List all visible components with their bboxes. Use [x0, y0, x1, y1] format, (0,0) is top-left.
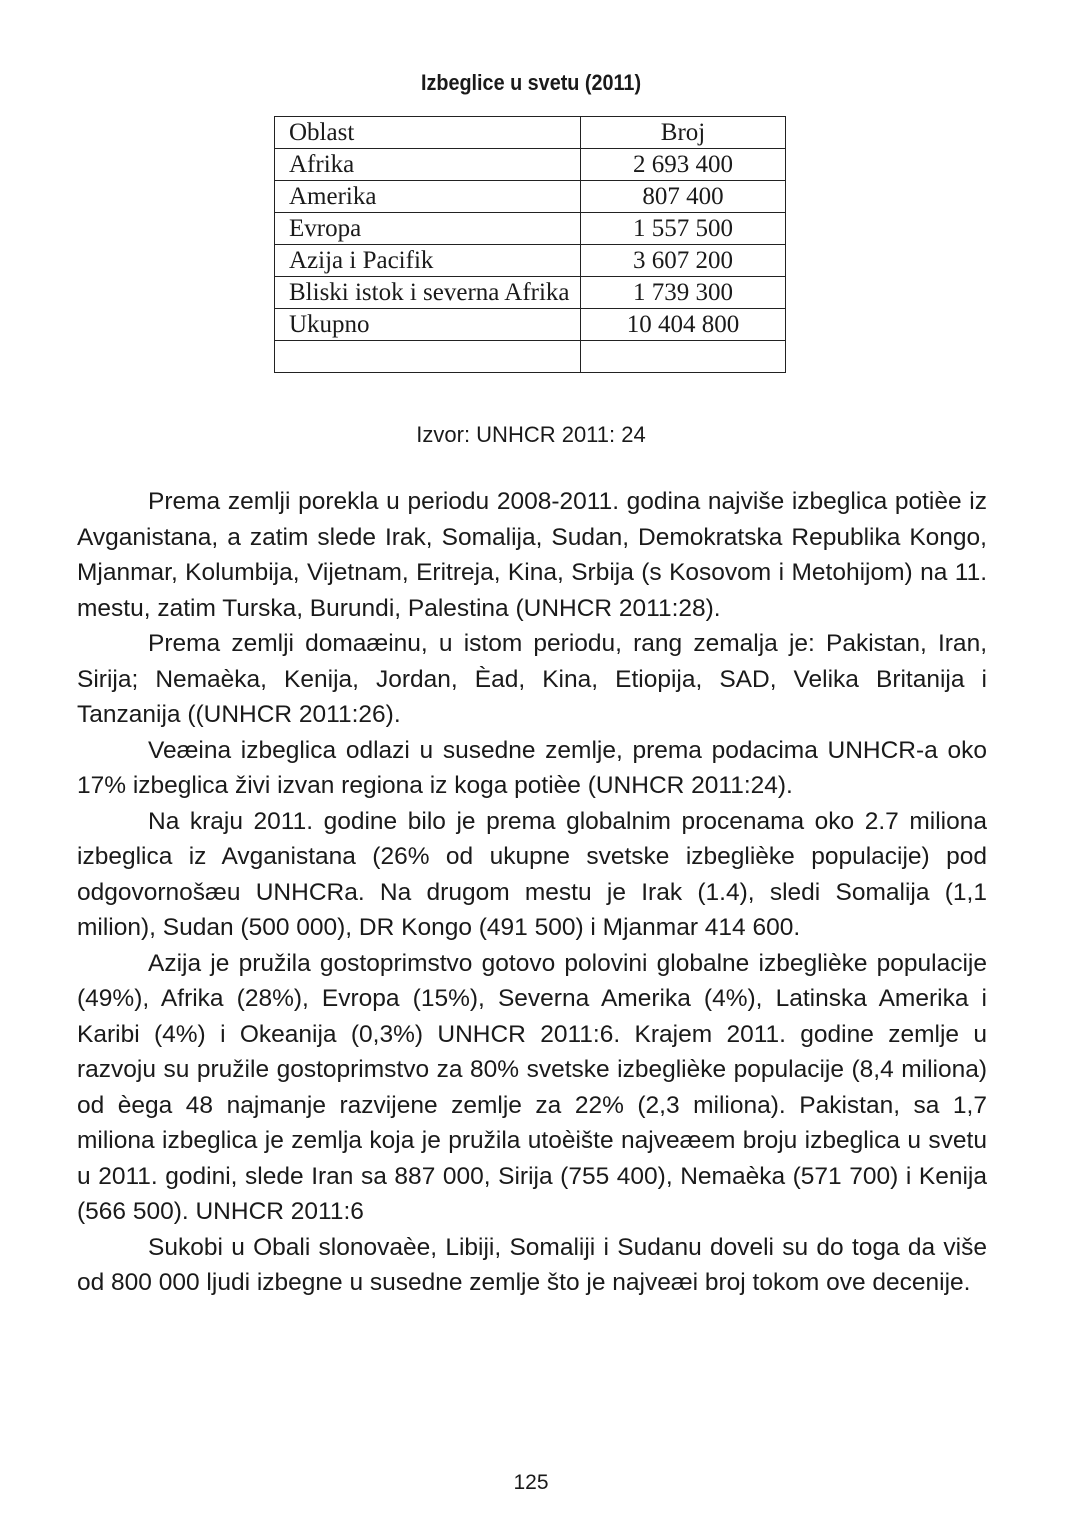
table-header-row: [275, 117, 786, 149]
cell-count: 2 693 400: [581, 149, 786, 181]
table-source: Izvor: UNHCR 2011: 24: [416, 422, 646, 447]
cell-count: 807 400: [581, 181, 786, 213]
cell-region: Evropa: [275, 213, 581, 245]
refugees-table: [274, 116, 786, 373]
paragraph: Prema zemlji domaæinu, u istom periodu, rang zemalja je: Pakistan, Iran, Sirija; Nemaèka, Kenija, Jordan, Èad, Kina, Etiopija, SAD, Velika Britanija i Tanzanija ((UNHCR 2011:26).: [77, 630, 987, 728]
table-row: [275, 213, 786, 245]
table-row: [275, 149, 786, 181]
paragraph: Na kraju 2011. godine bilo je prema globalnim procenama oko 2.7 miliona izbeglica iz Avganistana (26% od ukupne svetske izbeglièke populacije) pod odgovornošæu UNHCRa. Na drugom mestu je Irak (1.4), sledi Somalija (1,1 milion), Sudan (500 000), DR Kongo (491 500) i Mjanmar 414 600.: [77, 807, 987, 941]
header-count: Broj: [581, 117, 786, 149]
page-number: 125: [513, 1471, 549, 1494]
cell-count: 3 607 200: [581, 245, 786, 277]
table-row: [275, 181, 786, 213]
cell-region: Bliski istok i severna Afrika: [275, 277, 581, 309]
header-region: Oblast: [275, 117, 581, 149]
cell-count: 1 557 500: [581, 213, 786, 245]
table-total-row: [275, 309, 786, 341]
cell-count: 10 404 800: [581, 309, 786, 341]
paragraph: Sukobi u Obali slonovaèe, Libiji, Somaliji i Sudanu doveli su do toga da više od 800 000 ljudi izbegne u susedne zemlje što je najveæi broj tokom ove decenije.: [77, 1233, 987, 1296]
table-row: [275, 245, 786, 277]
cell-region: Ukupno: [275, 309, 581, 341]
cell-region: Amerika: [275, 181, 581, 213]
cell-region: Azija i Pacifik: [275, 245, 581, 277]
body-text: [77, 484, 987, 1301]
paragraph: Veæina izbeglica odlazi u susedne zemlje, prema podacima UNHCR-a oko 17% izbeglica živi izvan regiona iz koga potièe (UNHCR 2011:24).: [77, 736, 987, 799]
table-row: [275, 277, 786, 309]
table-empty-row: [275, 341, 786, 373]
paragraph: Prema zemlji porekla u periodu 2008-2011. godina najviše izbeglica potièe iz Avganistana, a zatim slede Irak, Somalija, Sudan, Demokratska Republika Kongo, Mjanmar, Kolumbija, Vijetnam, Eritreja, Kina, Srbija (s Kosovom i Metohijom) na 11. mestu, zatim Turska, Burundi, Palestina (UNHCR 2011:28).: [77, 488, 987, 622]
cell-region: Afrika: [275, 149, 581, 181]
table-title: Izbeglice u svetu (2011): [420, 70, 642, 95]
cell-region: [275, 341, 581, 373]
cell-count: [581, 341, 786, 373]
paragraph: Azija je pružila gostoprimstvo gotovo polovini globalne izbeglièke populacije (49%), Afrika (28%), Evropa (15%), Severna Amerika (4%), Latinska Amerika i Karibi (4%) i Okeanija (0,3%) UNHCR 2011:6. Krajem 2011. godine zemlje u razvoju su pružile gostoprimstvo za 80% svetske izbeglièke populacije (8,4 miliona) od èega 48 najmanje razvijene zemlje za 22% (2,3 miliona). Pakistan, sa 1,7 miliona izbeglica je zemlja koja je pružila utoèište najveæem broju izbeglica u svetu u 2011. godini, slede Iran sa 887 000, Sirija (755 400), Nemaèka (571 700) i Kenija (566 500). UNHCR 2011:6: [77, 949, 987, 1225]
cell-count: 1 739 300: [581, 277, 786, 309]
